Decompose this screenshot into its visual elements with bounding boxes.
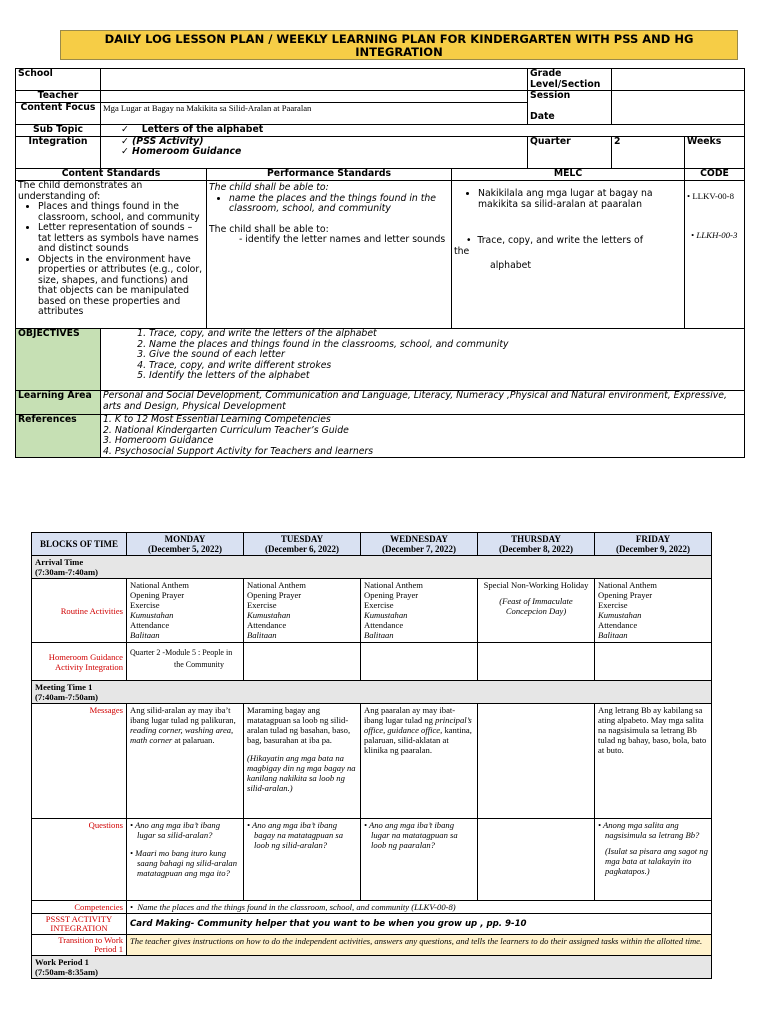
quarter-value: 2 bbox=[612, 136, 685, 169]
day-name: TUESDAY bbox=[280, 534, 324, 544]
performance-item: • name the places and the things found in the classroom, school, and community bbox=[229, 194, 449, 215]
meeting-time-row bbox=[32, 681, 712, 704]
day-name: THURSDAY bbox=[511, 534, 561, 544]
questions-wednesday bbox=[361, 819, 478, 901]
check-icon: ✓ bbox=[121, 146, 129, 157]
work-label: Work Period 1 bbox=[35, 957, 89, 967]
competencies-value bbox=[127, 901, 712, 914]
routine-item: Attendance bbox=[598, 620, 638, 630]
arrival-time-row bbox=[32, 556, 712, 579]
check-icon: ✓ bbox=[121, 136, 129, 147]
integration-cell bbox=[101, 136, 528, 169]
day-date: (December 7, 2022) bbox=[381, 544, 457, 554]
learning-area-value: Personal and Social Development, Communication and Language, Literacy, Numeracy ,Physical and Natural environment, Expressive, arts and Design, Physical Development bbox=[101, 391, 745, 415]
school-label: School bbox=[16, 69, 101, 91]
bullet-icon: • bbox=[687, 191, 691, 201]
objective-item: 2. Name the places and things found in the classrooms, school, and community bbox=[149, 340, 742, 351]
code-header: CODE bbox=[685, 169, 745, 181]
weeks-label: Weeks bbox=[685, 136, 745, 169]
content-focus-value: Mga Lugar at Bagay na Makikita sa Silid-Aralan at Paaralan bbox=[101, 102, 528, 124]
bullet-icon: • bbox=[598, 820, 602, 830]
day-date: (December 6, 2022) bbox=[264, 544, 340, 554]
bullet-icon: • bbox=[130, 820, 134, 830]
routine-item: Exercise bbox=[130, 600, 160, 610]
code-cell bbox=[685, 181, 745, 329]
content-standards-intro: The child demonstrates an understanding of: bbox=[18, 180, 143, 202]
routine-item: Opening Prayer bbox=[247, 590, 302, 600]
routine-item: Attendance bbox=[130, 620, 170, 630]
sub-topic-label: Sub Topic bbox=[16, 124, 101, 136]
routine-item: Balitaan bbox=[364, 630, 394, 640]
melc-item-2c: alphabet bbox=[490, 260, 532, 271]
bullet-icon: • bbox=[466, 235, 472, 246]
session-value bbox=[612, 91, 745, 125]
message-text: Ang paaralan ay may ibat-ibang lugar tulad ng bbox=[364, 705, 456, 725]
routine-item: National Anthem bbox=[598, 580, 657, 590]
teacher-label: Teacher bbox=[16, 91, 101, 103]
holiday-note: (Feast of Immaculate Concepcion Day) bbox=[499, 596, 573, 616]
routine-tuesday bbox=[244, 579, 361, 643]
references-label: References bbox=[16, 415, 101, 458]
question-text: Ano ang mga iba’t ibang lugar sa silid-aralan? bbox=[135, 820, 220, 840]
reference-item: 4. Psychosocial Support Activity for Teachers and learners bbox=[103, 445, 374, 457]
message-text: reading corner, washing area, math corner bbox=[130, 725, 234, 745]
day-name: WEDNESDAY bbox=[390, 534, 448, 544]
question-text: Ano ang mga iba’t ibang bagay na matatagpuan sa loob ng silid-aralan? bbox=[252, 820, 344, 850]
meeting-label: Meeting Time 1 bbox=[35, 682, 93, 692]
objective-item: 1. Trace, copy, and write the letters of the alphabet bbox=[149, 329, 742, 340]
blocks-of-time-header: BLOCKS OF TIME bbox=[32, 533, 127, 556]
day-name: MONDAY bbox=[164, 534, 206, 544]
routine-item: Opening Prayer bbox=[364, 590, 419, 600]
routine-wednesday bbox=[361, 579, 478, 643]
bullet-icon: • bbox=[130, 902, 134, 912]
routine-item: Attendance bbox=[364, 620, 404, 630]
message-text: Maraming bagay ang matatagpuan sa loob ng silid-aralan tulad ng basahan, baso, bag, basurahan at iba pa. bbox=[247, 705, 351, 745]
objective-item: 4. Trace, copy, and write different strokes bbox=[149, 361, 742, 372]
bullet-icon: • bbox=[247, 820, 251, 830]
day-header-monday bbox=[127, 533, 244, 556]
performance-standards-header: Performance Standards bbox=[207, 169, 452, 181]
reference-item: 1. K to 12 Most Essential Learning Competencies bbox=[103, 414, 331, 425]
routine-item: Balitaan bbox=[247, 630, 277, 640]
grade-label: Grade Level/Section bbox=[528, 69, 612, 91]
routine-item: Exercise bbox=[364, 600, 394, 610]
transition-label: Transition to Work Period 1 bbox=[32, 935, 127, 956]
messages-monday bbox=[127, 704, 244, 819]
question-text: Ano ang mga iba’t ibang lugar na matatagpuan sa loob ng paaralan? bbox=[369, 820, 458, 850]
questions-thursday bbox=[478, 819, 595, 901]
sub-topic-cell bbox=[101, 124, 745, 136]
arrival-label: Arrival Time bbox=[35, 557, 84, 567]
reference-item: 2. National Kindergarten Curriculum Teacher’s Guide bbox=[103, 424, 349, 436]
melc-cell bbox=[452, 181, 685, 329]
day-name: FRIDAY bbox=[635, 534, 671, 544]
questions-monday bbox=[127, 819, 244, 901]
psst-label: PSSST ACTIVITY INTEGRATION bbox=[32, 914, 127, 935]
routine-monday bbox=[127, 579, 244, 643]
bullet-icon: • bbox=[364, 820, 368, 830]
date-label: Date bbox=[530, 110, 555, 122]
page-title: DAILY LOG LESSON PLAN / WEEKLY LEARNING PLAN FOR KINDERGARTEN WITH PSS AND HG INTEGRATION bbox=[60, 30, 738, 60]
message-note: (Hikayatin ang mga bata na magbigay din ng mga bagay na kanilang nakikita sa loob ng silid-aralan.) bbox=[247, 753, 356, 793]
school-value bbox=[101, 69, 528, 91]
objectives-cell bbox=[101, 329, 745, 391]
psst-value: Card Making- Community helper that you want to be when you grow up , pp. 9-10 bbox=[127, 914, 712, 935]
integration-item: (PSS Activity) bbox=[132, 136, 204, 147]
routine-item: National Anthem bbox=[130, 580, 189, 590]
routine-item: Opening Prayer bbox=[598, 590, 653, 600]
content-standard-item: • Places and things found in the classroom, school, and community bbox=[38, 202, 204, 223]
melc-item-2a: Trace, copy, and write the letters of bbox=[477, 235, 643, 246]
content-standard-item: • Letter representation of sounds – tat letters as symbols have names and distinct sounds bbox=[38, 223, 204, 255]
hg-value-line: Quarter 2 -Module 5 : People in bbox=[130, 648, 233, 657]
content-focus-label: Content Focus bbox=[16, 102, 101, 124]
day-date: (December 8, 2022) bbox=[498, 544, 574, 554]
routine-item: Kumustahan bbox=[247, 610, 291, 620]
learning-area-label: Learning Area bbox=[16, 391, 101, 415]
check-icon: ✓ bbox=[121, 124, 129, 135]
performance-item-2: - identify the letter names and letter sounds bbox=[239, 234, 446, 245]
routine-item: Kumustahan bbox=[364, 610, 408, 620]
routine-thursday-holiday bbox=[478, 579, 595, 643]
melc-item-2b: the bbox=[454, 245, 470, 257]
message-text: principal’s office, guidance office, bbox=[364, 715, 472, 735]
session-label: Session bbox=[530, 90, 571, 101]
message-text: at palaruan. bbox=[174, 735, 215, 745]
code-value: LLKH-00-3 bbox=[696, 229, 738, 240]
routine-item: Balitaan bbox=[130, 630, 160, 640]
session-date-cell bbox=[528, 91, 612, 125]
teacher-value bbox=[101, 91, 528, 103]
code-value: LLKV-00-8 bbox=[692, 191, 735, 201]
question-note: (Isulat sa pisara ang sagot ng mga bata at talakayin ito pagkatapos.) bbox=[605, 846, 708, 876]
objectives-label: OBJECTIVES bbox=[16, 329, 101, 391]
messages-thursday bbox=[478, 704, 595, 819]
objective-item: 3. Give the sound of each letter bbox=[149, 350, 742, 361]
work-period-row bbox=[32, 956, 712, 979]
questions-friday bbox=[595, 819, 712, 901]
questions-tuesday bbox=[244, 819, 361, 901]
routine-item: Exercise bbox=[247, 600, 277, 610]
competencies-text: Name the places and the things found in the classroom, school, and community (LLKV-00-8) bbox=[137, 902, 456, 912]
hg-integration-value bbox=[127, 643, 244, 681]
question-text: Maari mo bang ituro kung saang bahagi ng silid-aralan matatagpuan ang mga ito? bbox=[135, 848, 238, 878]
hg-integration-label: Homeroom Guidance Activity Integration bbox=[32, 643, 127, 681]
question-text: Anong mga salita ang nagsisimula sa letrang Bb? bbox=[603, 820, 700, 840]
day-header-thursday bbox=[478, 533, 595, 556]
holiday-text: Special Non-Working Holiday bbox=[483, 580, 589, 590]
grade-value bbox=[612, 69, 745, 91]
arrival-time: (7:30am-7:40am) bbox=[35, 567, 99, 577]
performance-intro: The child shall be able to: bbox=[209, 182, 329, 193]
messages-label: Messages bbox=[32, 704, 127, 819]
routine-item: Balitaan bbox=[598, 630, 628, 640]
performance-standards-cell bbox=[207, 181, 452, 329]
melc-header: MELC bbox=[452, 169, 685, 181]
messages-wednesday bbox=[361, 704, 478, 819]
routine-item: Kumustahan bbox=[130, 610, 174, 620]
day-date: (December 5, 2022) bbox=[147, 544, 223, 554]
messages-tuesday bbox=[244, 704, 361, 819]
bullet-icon: • bbox=[130, 848, 134, 858]
sub-topic-value: Letters of the alphabet bbox=[141, 124, 264, 135]
integration-label: Integration bbox=[16, 136, 101, 169]
routine-item: Attendance bbox=[247, 620, 287, 630]
routine-label: Routine Activities bbox=[32, 579, 127, 643]
integration-item: Homeroom Guidance bbox=[132, 146, 242, 157]
routine-friday bbox=[595, 579, 712, 643]
hg-value-line: the Community bbox=[174, 660, 224, 669]
day-header-tuesday bbox=[244, 533, 361, 556]
routine-item: Exercise bbox=[598, 600, 628, 610]
messages-friday: Ang letrang Bb ay kabilang sa ating alpabeto. May mga salita na nagsisimula sa letrang Bb tulad ng bahay, baso, bola, bato at buto. bbox=[595, 704, 712, 819]
day-header-friday bbox=[595, 533, 712, 556]
performance-intro-2: The child shall be able to: bbox=[209, 223, 329, 235]
questions-label: Questions bbox=[32, 819, 127, 901]
message-text: kantina, palaruan, silid-aklatan at klinika ng paaralan. bbox=[364, 725, 472, 755]
bullet-icon: • bbox=[691, 229, 695, 240]
quarter-label: Quarter bbox=[528, 136, 612, 169]
content-standard-item: • Objects in the environment have properties or attributes (e.g., color, size, shapes, and functions) and that objects can be manipulated based on these properties and attributes bbox=[38, 255, 204, 318]
content-standards-header: Content Standards bbox=[16, 169, 207, 181]
work-time: (7:50am-8:35am) bbox=[35, 967, 99, 977]
routine-item: Kumustahan bbox=[598, 610, 642, 620]
day-header-wednesday bbox=[361, 533, 478, 556]
meeting-time: (7:40am-7:50am) bbox=[35, 692, 99, 702]
competencies-label: Competencies bbox=[32, 901, 127, 914]
routine-item: Opening Prayer bbox=[130, 590, 185, 600]
content-standards-cell bbox=[16, 181, 207, 329]
objective-item: 5. Identify the letters of the alphabet bbox=[149, 371, 742, 382]
lesson-header-table bbox=[15, 68, 745, 458]
weekly-schedule-table bbox=[31, 532, 712, 979]
reference-item: 3. Homeroom Guidance bbox=[103, 435, 214, 446]
day-date: (December 9, 2022) bbox=[615, 544, 691, 554]
melc-item: • Nakikilala ang mga lugar at bagay na makikita sa silid-aralan at paaralan bbox=[478, 189, 682, 210]
references-cell bbox=[101, 415, 745, 458]
message-text: Ang silid-aralan ay may iba’t ibang lugar tulad ng palikuran, bbox=[130, 705, 236, 725]
routine-item: National Anthem bbox=[247, 580, 306, 590]
transition-value: The teacher gives instructions on how to do the independent activities, answers any questions, and tells the learners to do their assigned tasks within the allotted time. bbox=[127, 935, 712, 956]
routine-item: National Anthem bbox=[364, 580, 423, 590]
